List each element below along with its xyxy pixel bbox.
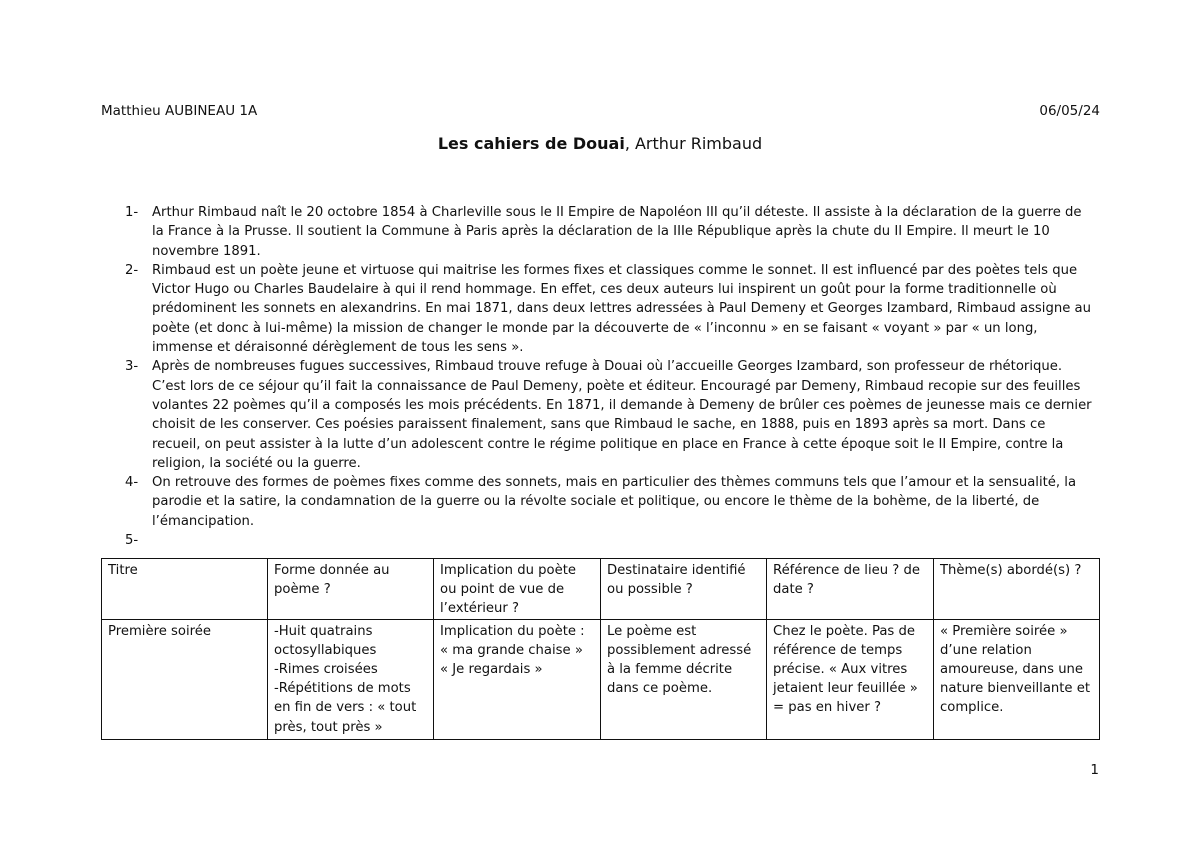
poem-analysis-table xyxy=(101,558,1100,740)
list-number: 1- xyxy=(125,205,139,220)
list-text xyxy=(152,533,156,548)
list-item xyxy=(101,261,1096,357)
list-text: On retrouve des formes de poèmes fixes comme des sonnets, mais en particulier des thèmes communs tels que l’amour et la sensualité, la parodie et la satire, la condamnation de la guerre ou la révolte sociale et politique, ou encore le thème de la bohème, de la liberté, de l’émancipation. xyxy=(152,475,1077,529)
list-item xyxy=(101,473,1096,531)
list-item xyxy=(101,531,1096,550)
list-text: Rimbaud est un poète jeune et virtuose qui maitrise les formes fixes et classiques comme le sonnet. Il est influencé par des poètes tels que Victor Hugo ou Charles Baudelaire à qui il rend hommage. En effet, ces deux auteurs lui inspirent un goût pour la forme traditionnelle où prédominent les sonnets en alexandrins. En mai 1871, dans deux lettres adressées à Paul Demeny et Georges Izambard, Rimbaud assigne au poète (et donc à lui-même) la mission de changer le monde par la découverte de « l’inconnu » en se faisant « voyant » par « un long, immense et déraisonné dérèglement de tous les sens ». xyxy=(152,262,1091,356)
list-item xyxy=(101,203,1096,261)
table-cell-implication: Implication du poète : « ma grande chaise » « Je regardais » xyxy=(434,619,601,739)
form-line: -Rimes croisées xyxy=(274,662,378,678)
table-header-cell: Référence de lieu ? de date ? xyxy=(767,559,934,620)
title-bold: Les cahiers de Douai xyxy=(437,134,625,153)
table-cell-form xyxy=(268,619,434,739)
title-rest: , Arthur Rimbaud xyxy=(624,134,763,153)
list-text: Après de nombreuses fugues successives, Rimbaud trouve refuge à Douai où l’accueille Georges Izambard, son professeur de rhétorique. C’est lors de ce séjour qu’il fait la connaissance de Paul Demeny, poète et éditeur. Encouragé par Demeny, Rimbaud recopie sur des feuilles volantes 22 poèmes qu’il a composés les mois précédents. En 1871, il demande à Demeny de brûler ces poèmes de jeunesse mais ce dernier choisit de les conserver. Ces poésies paraissent finalement, sans que Rimbaud le sache, en 1888, puis en 1893 après sa mort. Dans ce recueil, on peut assister à la lutte d’un adolescent contre le régime politique en place en France à cette époque soit le II Empire, contre la religion, la société ou la guerre. xyxy=(152,359,1092,471)
table-cell-title: Première soirée xyxy=(102,619,268,739)
list-number: 3- xyxy=(125,359,139,375)
numbered-list xyxy=(101,203,1096,550)
document-title xyxy=(0,134,1200,153)
table-header-cell: Implication du poète ou point de vue de l’extérieur ? xyxy=(434,559,601,620)
table-cell-theme: « Première soirée » d’une relation amoureuse, dans une nature bienveillante et complice. xyxy=(934,619,1100,739)
table-header-cell: Destinataire identifié ou possible ? xyxy=(601,559,767,620)
table-row xyxy=(102,619,1100,739)
form-line: -Répétitions de mots en fin de vers : « tout près, tout près » xyxy=(274,681,417,735)
author-header: Matthieu AUBINEAU 1A xyxy=(101,103,258,119)
table-header-cell: Forme donnée au poème ? xyxy=(268,559,434,620)
table-cell-place: Chez le poète. Pas de référence de temps précise. « Aux vitres jetaient leur feuillée » = pas en hiver ? xyxy=(767,619,934,739)
table-header-row xyxy=(102,559,1100,620)
list-item xyxy=(101,357,1096,473)
list-number: 4- xyxy=(125,475,139,491)
table-header-cell: Thème(s) abordé(s) ? xyxy=(934,559,1100,620)
table-header-cell: Titre xyxy=(102,559,268,620)
form-line: -Huit quatrains octosyllabiques xyxy=(274,623,377,658)
list-text: Arthur Rimbaud naît le 20 octobre 1854 à Charleville sous le II Empire de Napoléon III qu’il déteste. Il assiste à la déclaration de la guerre de la France à la Prusse. Il soutient la Commune à Paris après la déclaration de la IIIe République après la chute du II Empire. Il meurt le 10 novembre 1891. xyxy=(152,205,1082,259)
list-number: 5- xyxy=(125,533,139,549)
date-header: 06/05/24 xyxy=(1039,103,1100,119)
list-number: 2- xyxy=(125,262,139,278)
table-cell-recipient: Le poème est possiblement adressé à la femme décrite dans ce poème. xyxy=(601,619,767,739)
page-number: 1 xyxy=(1090,762,1099,778)
